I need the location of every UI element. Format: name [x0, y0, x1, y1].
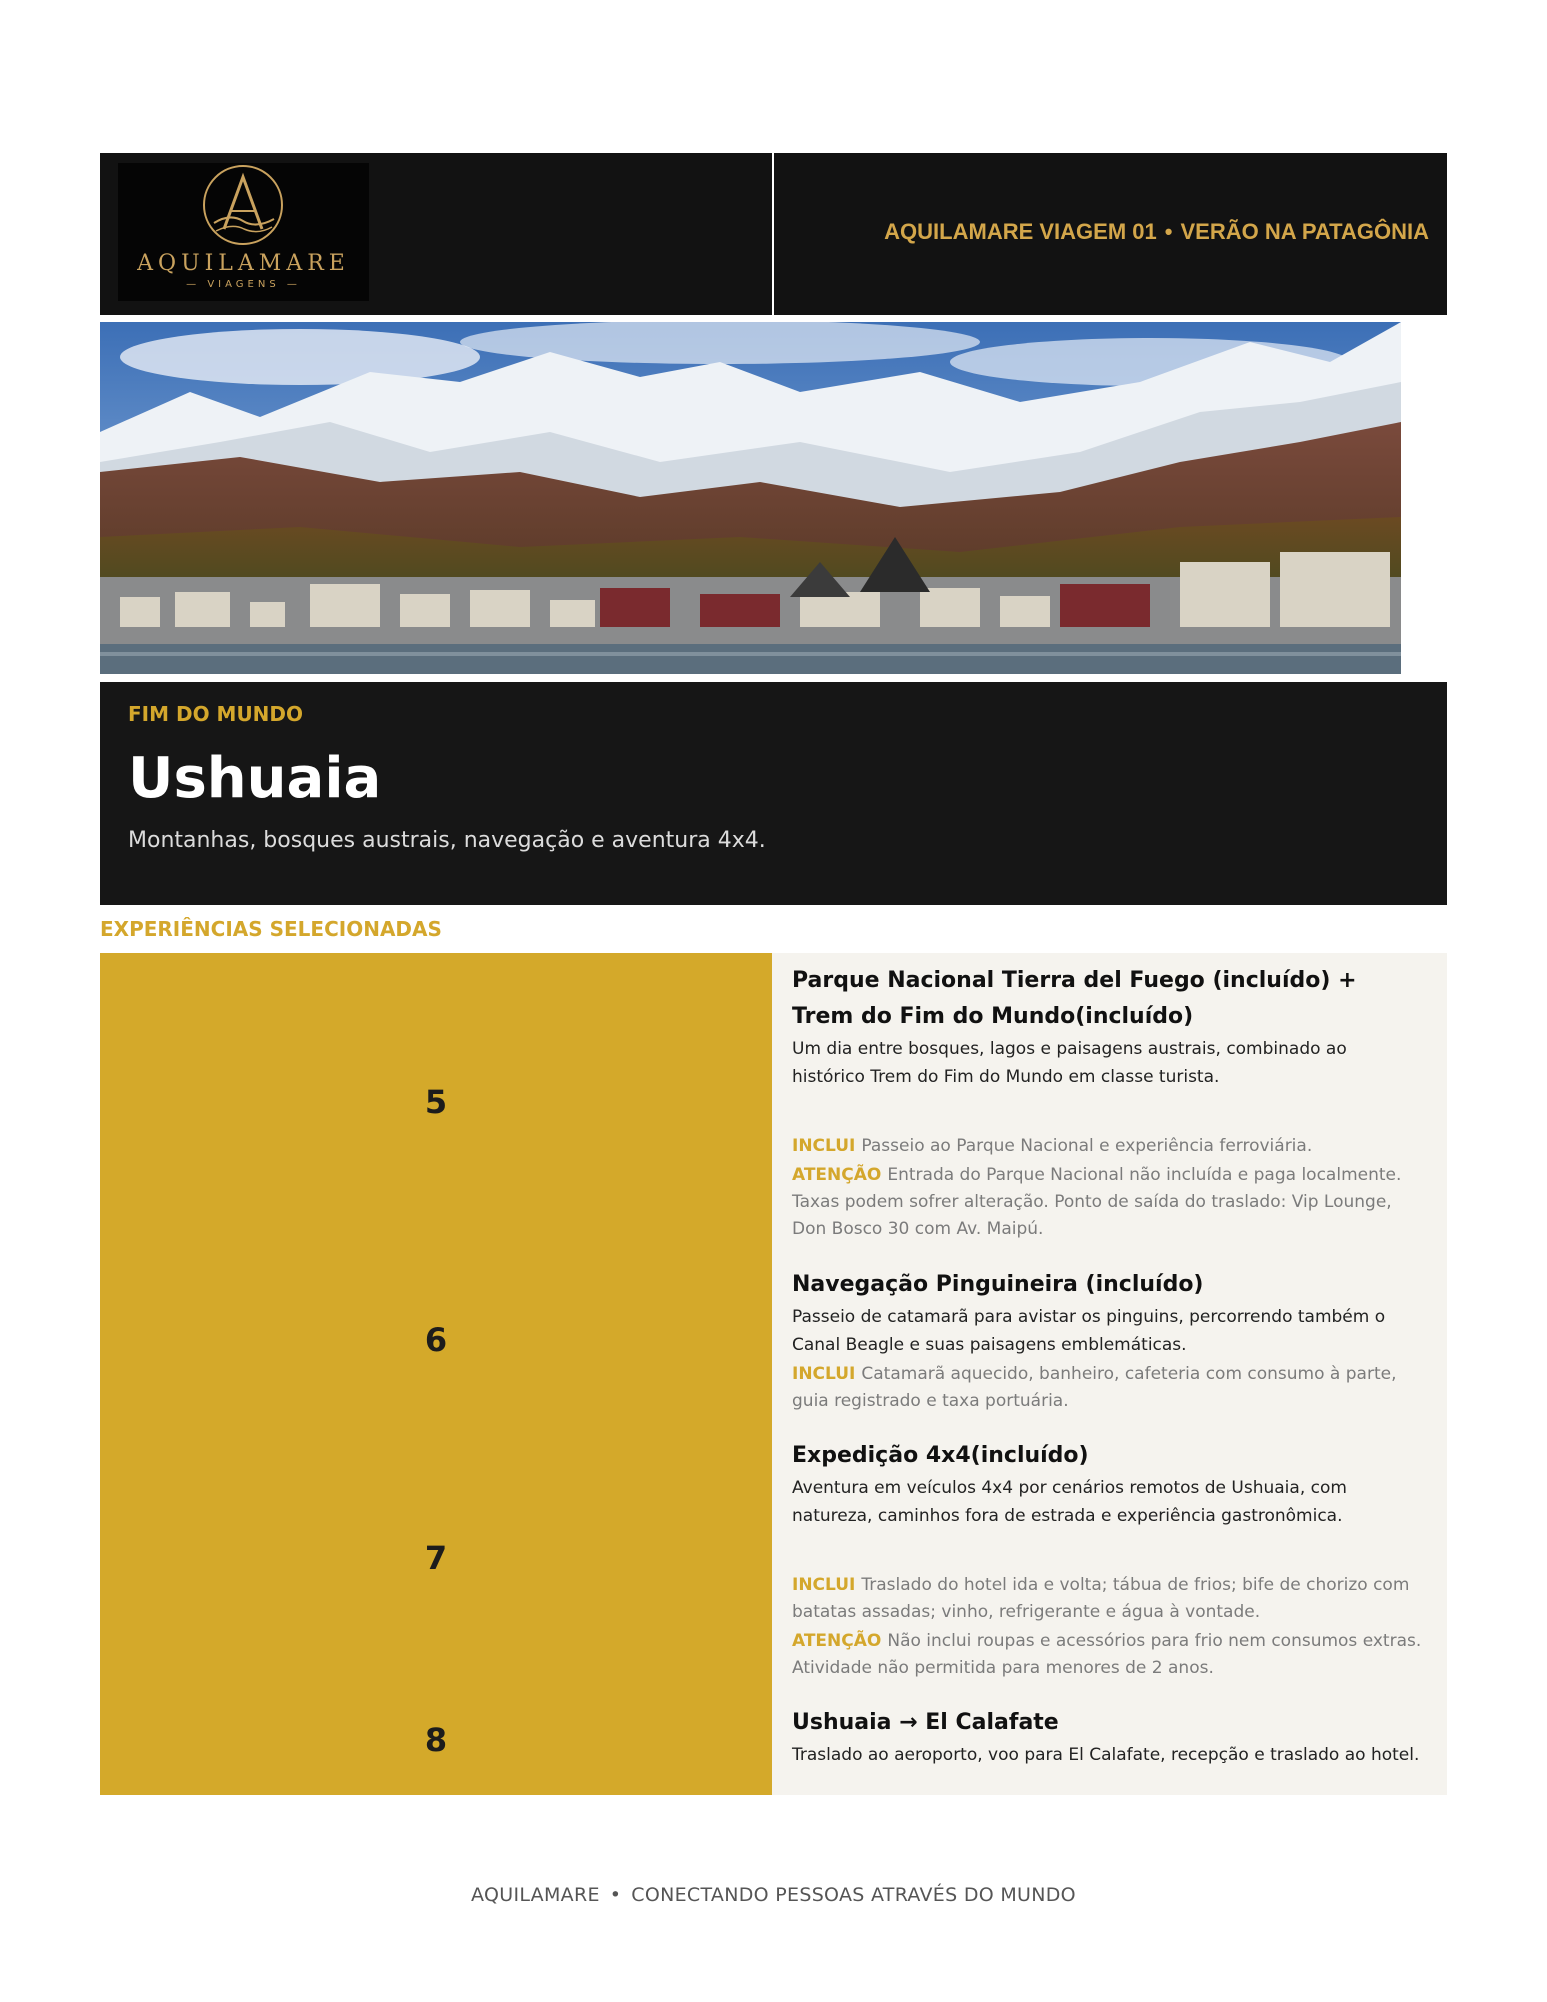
experience-title: Parque Nacional Tierra del Fuego (incluído) + Trem do Fim do Mundo(incluído)	[792, 968, 1357, 1029]
trip-header-title	[884, 219, 1429, 245]
logo-wordmark: AQUILAMARE	[137, 251, 350, 276]
page-header	[100, 153, 1447, 315]
attention-text: Não inclui roupas e acessórios para frio nem consumos extras. Atividade não permitida para menores de 2 anos.	[792, 1631, 1422, 1678]
experience-description: Passeio de catamarã para avistar os pinguins, percorrendo também o Canal Beagle e suas paisagens emblemáticas.	[792, 1307, 1386, 1355]
day-number: 8	[424, 1721, 448, 1759]
includes-tag: INCLUI	[792, 1575, 856, 1595]
hero-photo	[100, 322, 1401, 674]
ushuaia-landscape-image	[100, 322, 1401, 674]
includes-tag: INCLUI	[792, 1364, 856, 1384]
day-column	[100, 953, 772, 1795]
experience-description: Traslado ao aeroporto, voo para El Calafate, recepção e traslado ao hotel.	[792, 1745, 1420, 1765]
attention-note	[792, 1628, 1422, 1682]
attention-text: Entrada do Parque Nacional não incluída e paga localmente. Taxas podem sofrer alteração. Ponto de saída do traslado: Vip Lounge, Don Bosco 30 com Av. Maipú.	[792, 1165, 1402, 1239]
trip-theme: VERÃO NA PATAGÔNIA	[1180, 219, 1429, 244]
experience-title: Ushuaia → El Calafate	[792, 1710, 1059, 1735]
includes-tag: INCLUI	[792, 1136, 856, 1156]
header-logo-panel	[100, 153, 772, 315]
footer-brand: AQUILAMARE	[471, 1884, 600, 1906]
attention-tag: ATENÇÃO	[792, 1165, 882, 1185]
experience-details-column	[772, 953, 1447, 1795]
experience-item	[792, 1705, 1422, 1769]
day-number: 6	[424, 1321, 448, 1359]
destination-kicker: FIM DO MUNDO	[128, 702, 304, 726]
day-number: 7	[424, 1539, 448, 1577]
includes-text: Passeio ao Parque Nacional e experiência ferroviária.	[861, 1136, 1313, 1156]
header-separator: •	[1164, 219, 1173, 244]
footer-tagline: CONECTANDO PESSOAS ATRAVÉS DO MUNDO	[631, 1884, 1076, 1906]
experience-title: Expedição 4x4(incluído)	[792, 1443, 1089, 1468]
experience-item	[792, 1267, 1422, 1415]
includes-note	[792, 1133, 1422, 1160]
destination-banner	[100, 682, 1447, 905]
includes-text: Traslado do hotel ida e volta; tábua de frios; bife de chorizo com batatas assadas; vinho, refrigerante e água à vontade.	[792, 1575, 1410, 1622]
includes-note	[792, 1361, 1422, 1415]
attention-note	[792, 1162, 1422, 1243]
includes-text: Catamarã aquecido, banheiro, cafeteria com consumo à parte, guia registrado e taxa portuária.	[792, 1364, 1397, 1411]
experience-description: Aventura em veículos 4x4 por cenários remotos de Ushuaia, com natureza, caminhos fora de estrada e experiência gastronômica.	[792, 1478, 1347, 1526]
section-heading: EXPERIÊNCIAS SELECIONADAS	[100, 917, 442, 941]
destination-subtitle: Montanhas, bosques austrais, navegação e aventura 4x4.	[128, 828, 766, 853]
trip-label: AQUILAMARE VIAGEM 01	[884, 219, 1157, 244]
brand-logo	[118, 163, 369, 301]
header-title-panel	[774, 153, 1448, 315]
experience-description: Um dia entre bosques, lagos e paisagens austrais, combinado ao histórico Trem do Fim do Mundo em classe turista.	[792, 1039, 1347, 1087]
itinerary-page	[100, 153, 1447, 1765]
experience-item	[792, 963, 1422, 1243]
destination-title: Ushuaia	[128, 746, 382, 811]
experiences-table	[100, 953, 1447, 1795]
logo-subtitle: — VIAGENS —	[186, 279, 301, 290]
page-footer	[0, 1884, 1547, 1906]
attention-tag: ATENÇÃO	[792, 1631, 882, 1651]
experience-item	[792, 1438, 1422, 1682]
experience-title: Navegação Pinguineira (incluído)	[792, 1272, 1204, 1297]
includes-note	[792, 1572, 1422, 1626]
day-number: 5	[424, 1083, 448, 1121]
footer-separator: •	[609, 1884, 622, 1906]
